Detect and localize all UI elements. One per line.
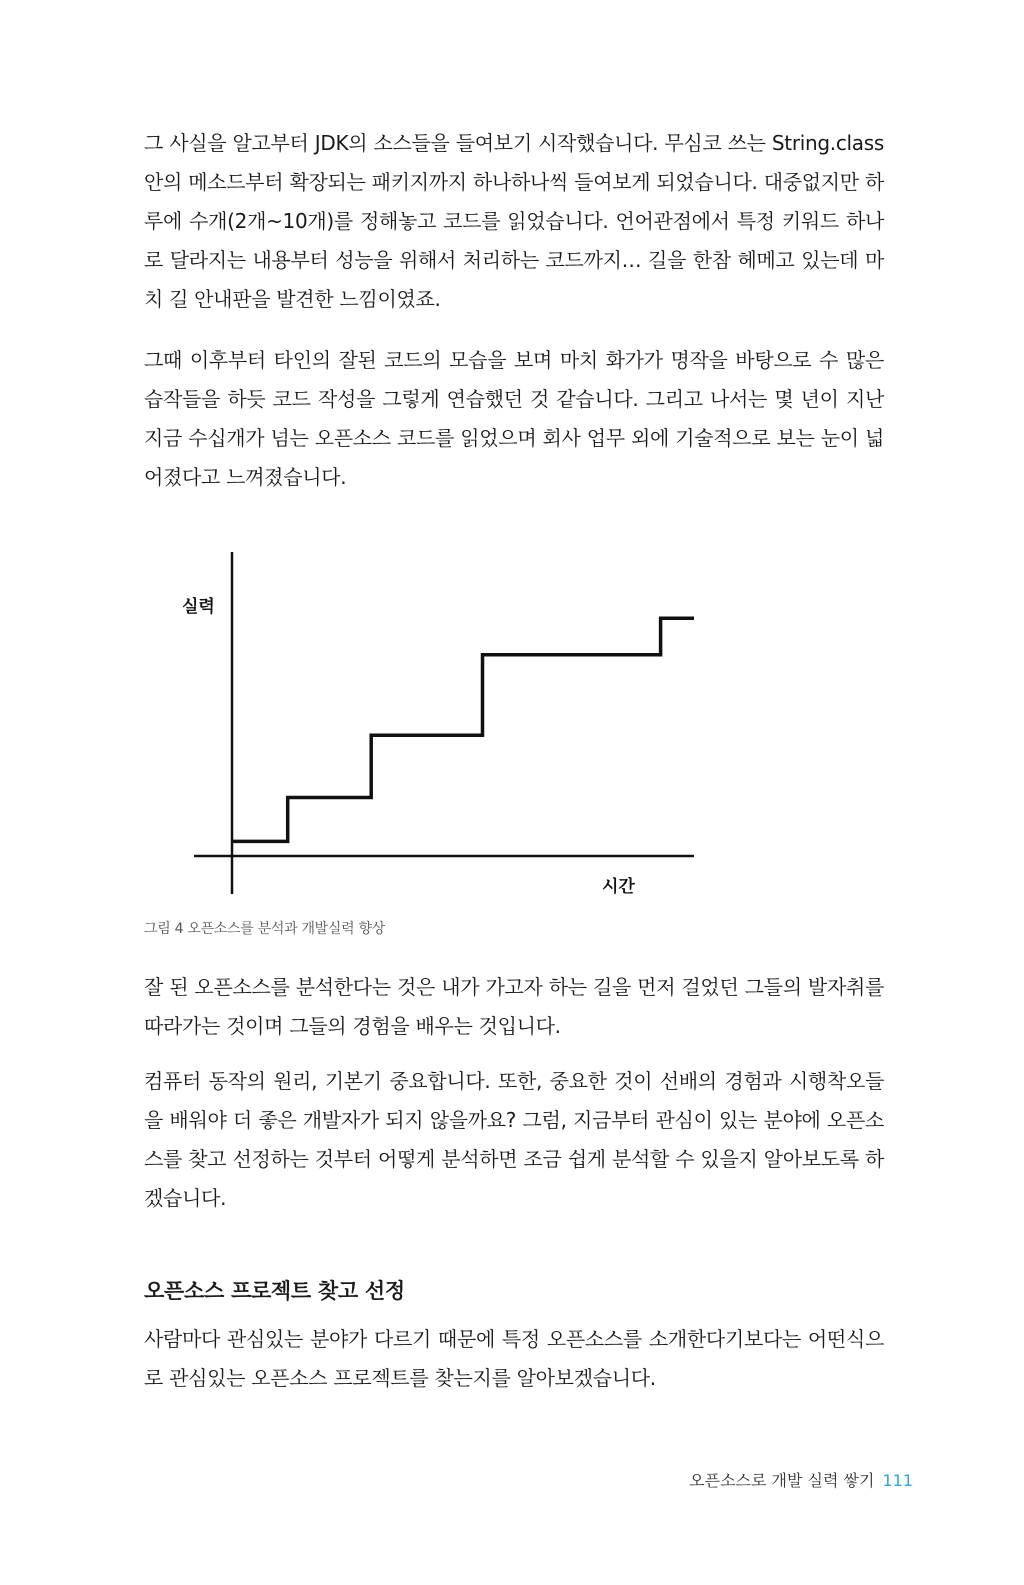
skill-step-line <box>232 618 694 841</box>
page-footer <box>689 1468 913 1491</box>
body-paragraph: 컴퓨터 동작의 원리, 기본기 중요합니다. 또한, 중요한 것이 선배의 경험과 시행착오들을 배워야 더 좋은 개발자가 되지 않을까요? 그럼, 지금부터 관심이 있는 분야에 오픈소스를 찾고 선정하는 것부터 어떻게 분석하면 조금 쉽게 분석할 수 있을지 알아보도록 하겠습니다. <box>144 1069 884 1210</box>
x-axis-label: 시간 <box>602 877 635 897</box>
running-title: 오픈소스로 개발 실력 쌓기 <box>689 1471 875 1490</box>
body-paragraph: 잘 된 오픈소스를 분석한다는 것은 내가 가고자 하는 길을 먼저 걸었던 그들의 발자취를 따라가는 것이며 그들의 경험을 배우는 것입니다. <box>144 975 884 1038</box>
body-paragraph: 그 사실을 알고부터 JDK의 소스들을 들여보기 시작했습니다. 무심코 쓰는 String.class 안의 메소드부터 확장되는 패키지까지 하나하나씩 들여보게 되었습니다. 대중없지만 하루에 수개(2개~10개)를 정해놓고 코드를 읽었습니다. 언어관점에서 특정 키워드 하나로 달라지는 내용부터 성능을 위해서 처리하는 코드까지… 길을 한참 헤메고 있는데 마치 길 안내판을 발견한 느낌이였죠. <box>144 131 884 311</box>
body-paragraph: 그때 이후부터 타인의 잘된 코드의 모습을 보며 마치 화가가 명작을 바탕으로 수 많은 습작들을 하듯 코드 작성을 그렇게 연습했던 것 같습니다. 그리고 나서는 몇 년이 지난 지금 수십개가 넘는 오픈소스 코드를 읽었으며 회사 업무 외에 기술적으로 보는 눈이 넓어졌다고 느껴졌습니다. <box>144 348 884 489</box>
y-axis-label: 실력 <box>182 597 215 617</box>
figure-caption: 그림 4 오픈소스를 분석과 개발실력 향상 <box>144 921 385 937</box>
body-paragraph: 사람마다 관심있는 분야가 다르기 때문에 특정 오픈소스를 소개한다기보다는 어떤식으로 관심있는 오픈소스 프로젝트를 찾는지를 알아보겠습니다. <box>144 1327 884 1390</box>
step-chart <box>150 540 710 910</box>
section-heading: 오픈소스 프로젝트 찾고 선정 <box>144 1279 405 1303</box>
page-number: 111 <box>882 1471 913 1490</box>
skill-growth-figure <box>150 540 710 910</box>
